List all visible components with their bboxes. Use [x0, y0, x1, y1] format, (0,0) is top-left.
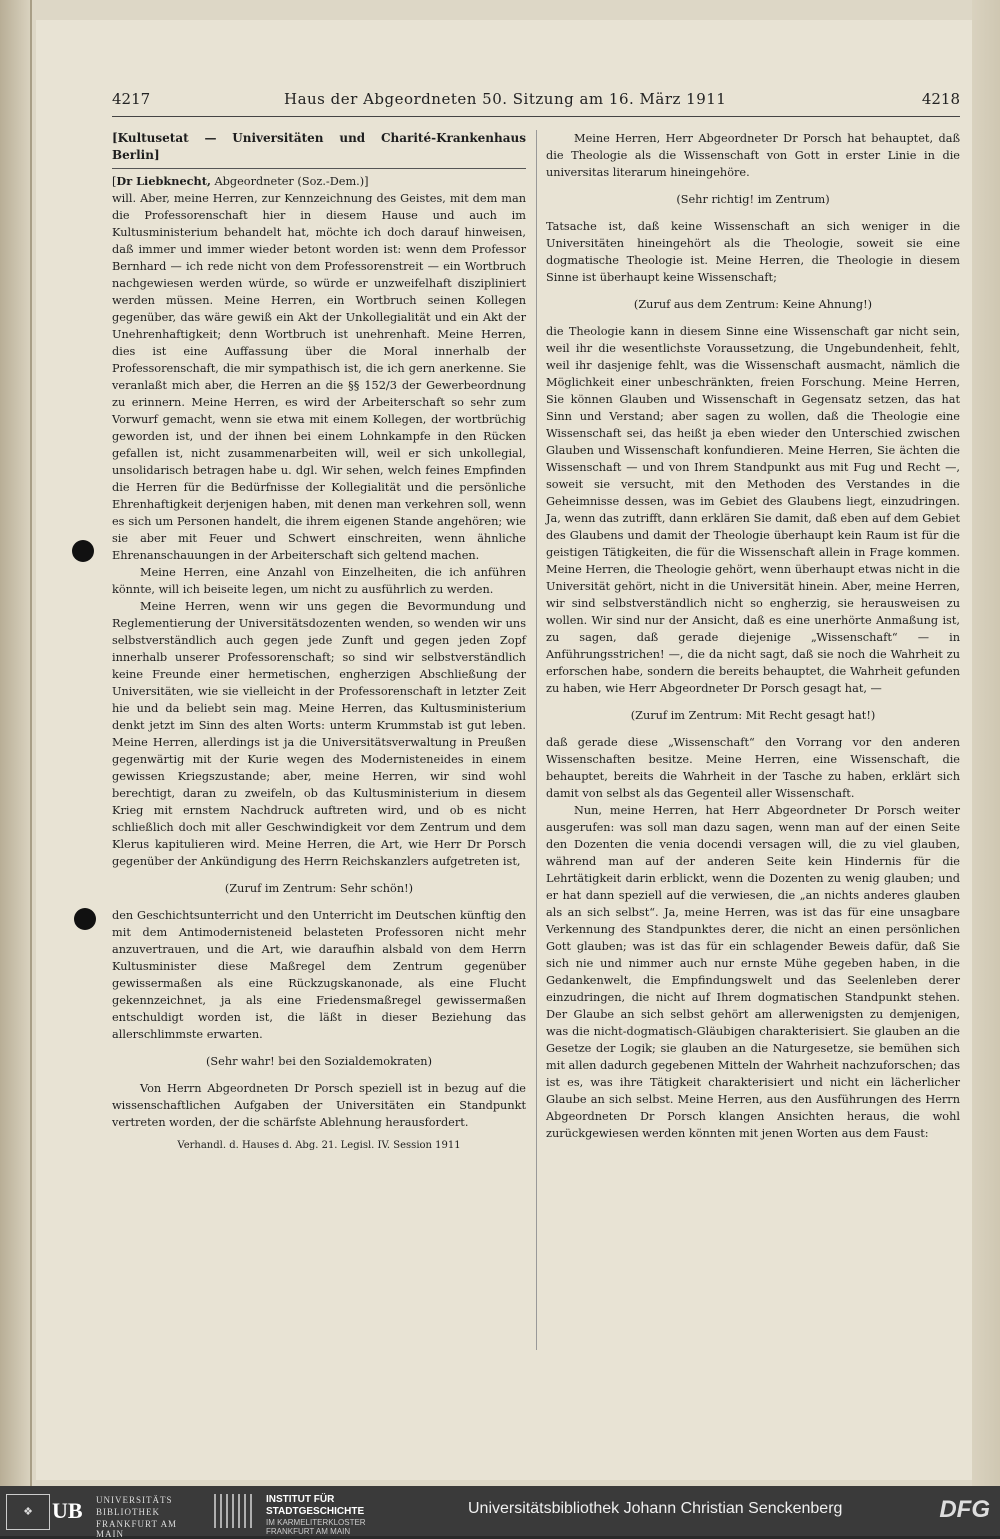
- ub-emblem-icon: ❖: [6, 1494, 50, 1530]
- header-rule: [112, 116, 960, 117]
- viewer-footer: [0, 1486, 1000, 1539]
- paragraph: Meine Herren, Herr Abgeordneter Dr Porsch hat behauptet, daß die Theologie als die Wissenschaft von Gott in erster Linie in die universitas literarum hineingehöre.: [546, 132, 960, 179]
- paragraph: die Theologie kann in diesem Sinne eine Wissenschaft gar nicht sein, weil ihr die wesentlichste Voraussetzung, die Ungebundenheit, fehlt, weil ihr dasjenige fehlt, was die Wissenschaft ausmacht, nämlich die Möglichkeit einer unbeschränkten, freien Forschung. Meine Herren, Sie können Glauben und Wissenschaft in Gegensatz setzen, das hat Sinn und Verstand; aber sagen zu wollen, daß die Theologie eine Wissenschaft sei, das heißt ja eben wieder den Unterschied zwischen Glauben und Wissenschaft konfundieren. Meine Herren, Sie ächten die Wissenschaft — und von Ihrem Standpunkt aus mit Fug und Recht —, soweit sie versucht, mit den Methoden des Verstandes in die Geheimnisse dessen, was im Gebiet des Glaubens liegt, einzudringen. Ja, wenn das zutrifft, dann erklären Sie damit, daß eben auf dem Gebiet des Glaubens und damit der Theologie überhaupt kein Raum ist für die geistigen Tätigkeiten, die für die Wissenschaft allein in Frage kommen. Meine Herren, die Theologie gehört, wenn überhaupt etwas nicht in die Universität gehört, nicht in die Universität hinein. Aber, meine Herren, wir sind selbstverständlich nicht so engherzig, sie herausweisen zu wollen. Wir sind nur der Ansicht, daß es eine unerhörte Anmaßung ist, zu sagen, daß gerade diejenige „Wissenschaft“ — in Anführungsstrichen! —, die da nicht sagt, daß sie noch die Wahrheit zu erforschen habe, sondern die bereits behauptet, die Wahrheit gefunden zu haben, wie Herr Abgeordneter Dr Porsch gesagt hat, —: [546, 325, 960, 695]
- paragraph: daß gerade diese „Wissenschaft“ den Vorrang vor den anderen Wissenschaften besitze. Meine Herren, eine Wissenschaft, die behauptet, bereits die Wahrheit in der Tasche zu haben, erklärt sich damit von selbst als das Gegenteil aller Wissenschaft.: [546, 736, 960, 800]
- left-column: [112, 130, 526, 1154]
- punch-hole: [74, 908, 96, 930]
- page-edge: [972, 0, 1000, 1486]
- paragraph: Von Herrn Abgeordneten Dr Porsch speziell ist in bezug auf die wissenschaftlichen Aufgaben der Universitäten ein Standpunkt vertreten worden, der die schärfste Ablehnung herausfordert.: [112, 1082, 526, 1129]
- paragraph: Nun, meine Herren, hat Herr Abgeordneter Dr Porsch weiter ausgerufen: was soll man dazu sagen, wenn man auf der einen Seite den Dozenten die venia docendi versagen will, die zu viel glauben, während man auf der anderen Seite kein Hindernis für die Lehrtätigkeit darin erblickt, wenn die Dozenten zu wenig glauben; und er hat dann speziell auf die verwiesen, die „an nichts anderes glauben als an sich selbst“. Ja, meine Herren, was ist das für eine unsagbare Verkennung des Standpunktes derer, die nicht an einen persönlichen Gott glauben; was ist das für ein schlagender Beweis dafür, daß Sie sich nie und nimmer auch nur ernste Mühe gegeben haben, in die Gedankenwelt, die Empfindungswelt und das Seelenleben derer einzudringen, die nicht auf Ihrem dogmatischen Standpunkt stehen. Der Glaube an sich selbst gehört am allerwenigsten zu demjenigen, was die nicht-dogmatisch-Gläubigen charakterisiert. Sie glauben an die Gesetze der Logik; sie glauben an die Naturgesetze, sie bemühen sich mit allen dadurch gegebenen Mitteln der Wahrheit nachzuforschen; das ist es, was ihre Tätigkeit charakterisiert und nicht ein lächerlicher Glaube an sich selbst. Meine Herren, aus den Ausführungen des Herrn Abgeordneten Dr Porsch klangen Ansichten heraus, die wohl zurückgewiesen werden könnten mit jenen Worten aus dem Faust:: [546, 804, 960, 1140]
- page-number-left: 4217: [112, 90, 151, 108]
- ifs-line: STADTGESCHICHTE: [266, 1506, 365, 1517]
- paragraph: den Geschichtsunterricht und den Unterricht im Deutschen künftig den mit dem Antimodernisteneid belasteten Professoren nicht mehr anzuvertrauen, und die Art, wie daraufhin alsbald von dem Herrn Kultusminister diese Maßregel dem Zentrum gegenüber gewissermaßen als eine Rückzugskanonade, als eine Flucht gekennzeichnet, ja als eine Friedensmaßregel gewissermaßen entschuldigt worden ist, die läßt in dieser Beziehung das allerschlimmste erwarten.: [112, 909, 526, 1041]
- binding-edge: [0, 0, 30, 1486]
- library-name-link[interactable]: Universitätsbibliothek Johann Christian Senckenberg: [468, 1500, 843, 1517]
- page-number-right: 4218: [921, 90, 960, 108]
- speaker-role: Abgeordneter (Soz.-Dem.)]: [214, 175, 369, 188]
- interjection: (Sehr richtig! im Zentrum): [676, 193, 830, 206]
- running-header: [112, 90, 960, 114]
- ub-logo-text: UB: [52, 1498, 83, 1523]
- paragraph: will. Aber, meine Herren, zur Kennzeichnung des Geistes, mit dem man die Professorenschaft hier in diesem Hause und auch im Kultusministerium behandelt hat, möchte ich doch darauf hinweisen, daß immer und immer wieder betont worden ist: wenn dem Professor Bernhard — ich rede nicht von dem Professorenstreit — ein Wortbruch nachgewiesen werden würde, so würde er unzweifelhaft diszipliniert werden müssen. Meine Herren, ein Wortbruch seinen Kollegen gegenüber, das wäre gewiß ein Akt der Unkollegialität und ein Akt der Unehrenhaftigkeit; denn Wortbruch ist unehrenhaft. Meine Herren, dies ist eine Auffassung über die Moral innerhalb der Professorenschaft, die mir sympathisch ist, die ich gern anerkenne. Sie veranlaßt mich aber, die Herren an die §§ 152/3 der Gewerbeordnung zu erinnern. Meine Herren, es wird der Arbeiterschaft so sehr zum Vorwurf gemacht, wenn sie etwa mit einem Kollegen, der wortbrüchig geworden ist, und der ihnen bei einem Lohnkampfe in den Rücken gefallen ist, nicht zusammenarbeiten will, weil er sich unkollegial, unsolidarisch betragen habe u. dgl. Wir sehen, welch feines Empfinden die Herren für die Bedürfnisse der Kollegialität und die persönliche Ehrenhaftigkeit derjenigen haben, mit denen man verkehren soll, wenn es sich um Personen handelt, die ihrem eigenen Stande angehören; wie sie aber mit Feuer und Schwert einschreiten, wenn ähnliche Ehrenanschauungen in der Arbeiterschaft sich geltend machen.: [112, 192, 526, 562]
- interjection: (Sehr wahr! bei den Sozialdemokraten): [206, 1055, 432, 1068]
- footnote: Verhandl. d. Hauses d. Abg. 21. Legisl. IV. Session 1911: [177, 1140, 461, 1151]
- ub-line: UNIVERSITÄTS: [96, 1495, 173, 1505]
- paragraph: Meine Herren, wenn wir uns gegen die Bevormundung und Reglementierung der Universitätsdozenten wenden, so wenden wir uns selbstverständlich auch gegen jede Zunft und gegen jeden Zopf innerhalb unserer Professorenschaft; so sind wir selbstverständlich keine Freunde einer hermetischen, engherzigen Abschließung der Universitäten, wie sie vielleicht in der Professorenschaft in letzter Zeit hie und da beliebt sein mag. Meine Herren, das Kultusministerium denkt jetzt im Sinn des alten Worts: unterm Krummstab ist gut leben. Meine Herren, allerdings ist ja die Universitätsverwaltung in Preußen gegenwärtig mit der Kurie wegen des Modernisteneides in einem gewissen Kriegszustande; aber, meine Herren, wir sind wohl berechtigt, daran zu zweifeln, ob das Kultusministerium in diesem Krieg mit ernstem Nachdruck auftreten wird, und ob es nicht schließlich doch mit aller Geschwindigkeit vor dem Zentrum und dem Klerus kapitulieren wird. Meine Herren, die Art, wie Herr Dr Porsch gegenüber der Ankündigung des Herrn Reichskanzlers aufgetreten ist,: [112, 600, 526, 868]
- interjection: (Zuruf im Zentrum: Mit Recht gesagt hat!): [630, 709, 876, 722]
- ifs-line: INSTITUT FÜR: [266, 1494, 335, 1505]
- punch-hole: [72, 540, 94, 562]
- interjection: (Zuruf aus dem Zentrum: Keine Ahnung!): [633, 298, 873, 311]
- binding-line: [30, 0, 32, 1486]
- ifs-line: FRANKFURT AM MAIN: [266, 1527, 351, 1536]
- column-separator: [536, 130, 537, 1350]
- section-title: [Kultusetat — Universitäten und Charité-Krankenhaus Berlin]: [112, 130, 526, 169]
- interjection: (Zuruf im Zentrum: Sehr schön!): [224, 882, 414, 895]
- ifs-logo-block[interactable]: [214, 1492, 444, 1536]
- ifs-line: IM KARMELITERKLOSTER: [266, 1518, 366, 1527]
- ub-line: FRANKFURT AM MAIN: [96, 1519, 178, 1539]
- ifs-emblem-icon: [214, 1494, 256, 1528]
- header-title: Haus der Abgeordneten 50. Sitzung am 16. März 1911: [284, 90, 727, 108]
- speaker-line: [Dr Liebknecht, Abgeordneter (Soz.-Dem.)]: [112, 174, 369, 188]
- dfg-logo[interactable]: DFG: [939, 1496, 990, 1523]
- ub-logo-block[interactable]: [4, 1492, 200, 1539]
- right-column: [546, 130, 960, 1142]
- speaker-name: Dr Liebknecht,: [116, 174, 211, 188]
- ub-line: BIBLIOTHEK: [96, 1507, 160, 1517]
- paragraph: Meine Herren, eine Anzahl von Einzelheiten, die ich anführen könnte, will ich beiseite legen, um nicht zu ausführlich zu werden.: [112, 566, 526, 596]
- paragraph: Tatsache ist, daß keine Wissenschaft an sich weniger in die Universitäten hineingehört als die Theologie, soweit sie eine dogmatische Theologie ist. Meine Herren, die Theologie in diesem Sinne ist überhaupt keine Wissenschaft;: [546, 220, 960, 284]
